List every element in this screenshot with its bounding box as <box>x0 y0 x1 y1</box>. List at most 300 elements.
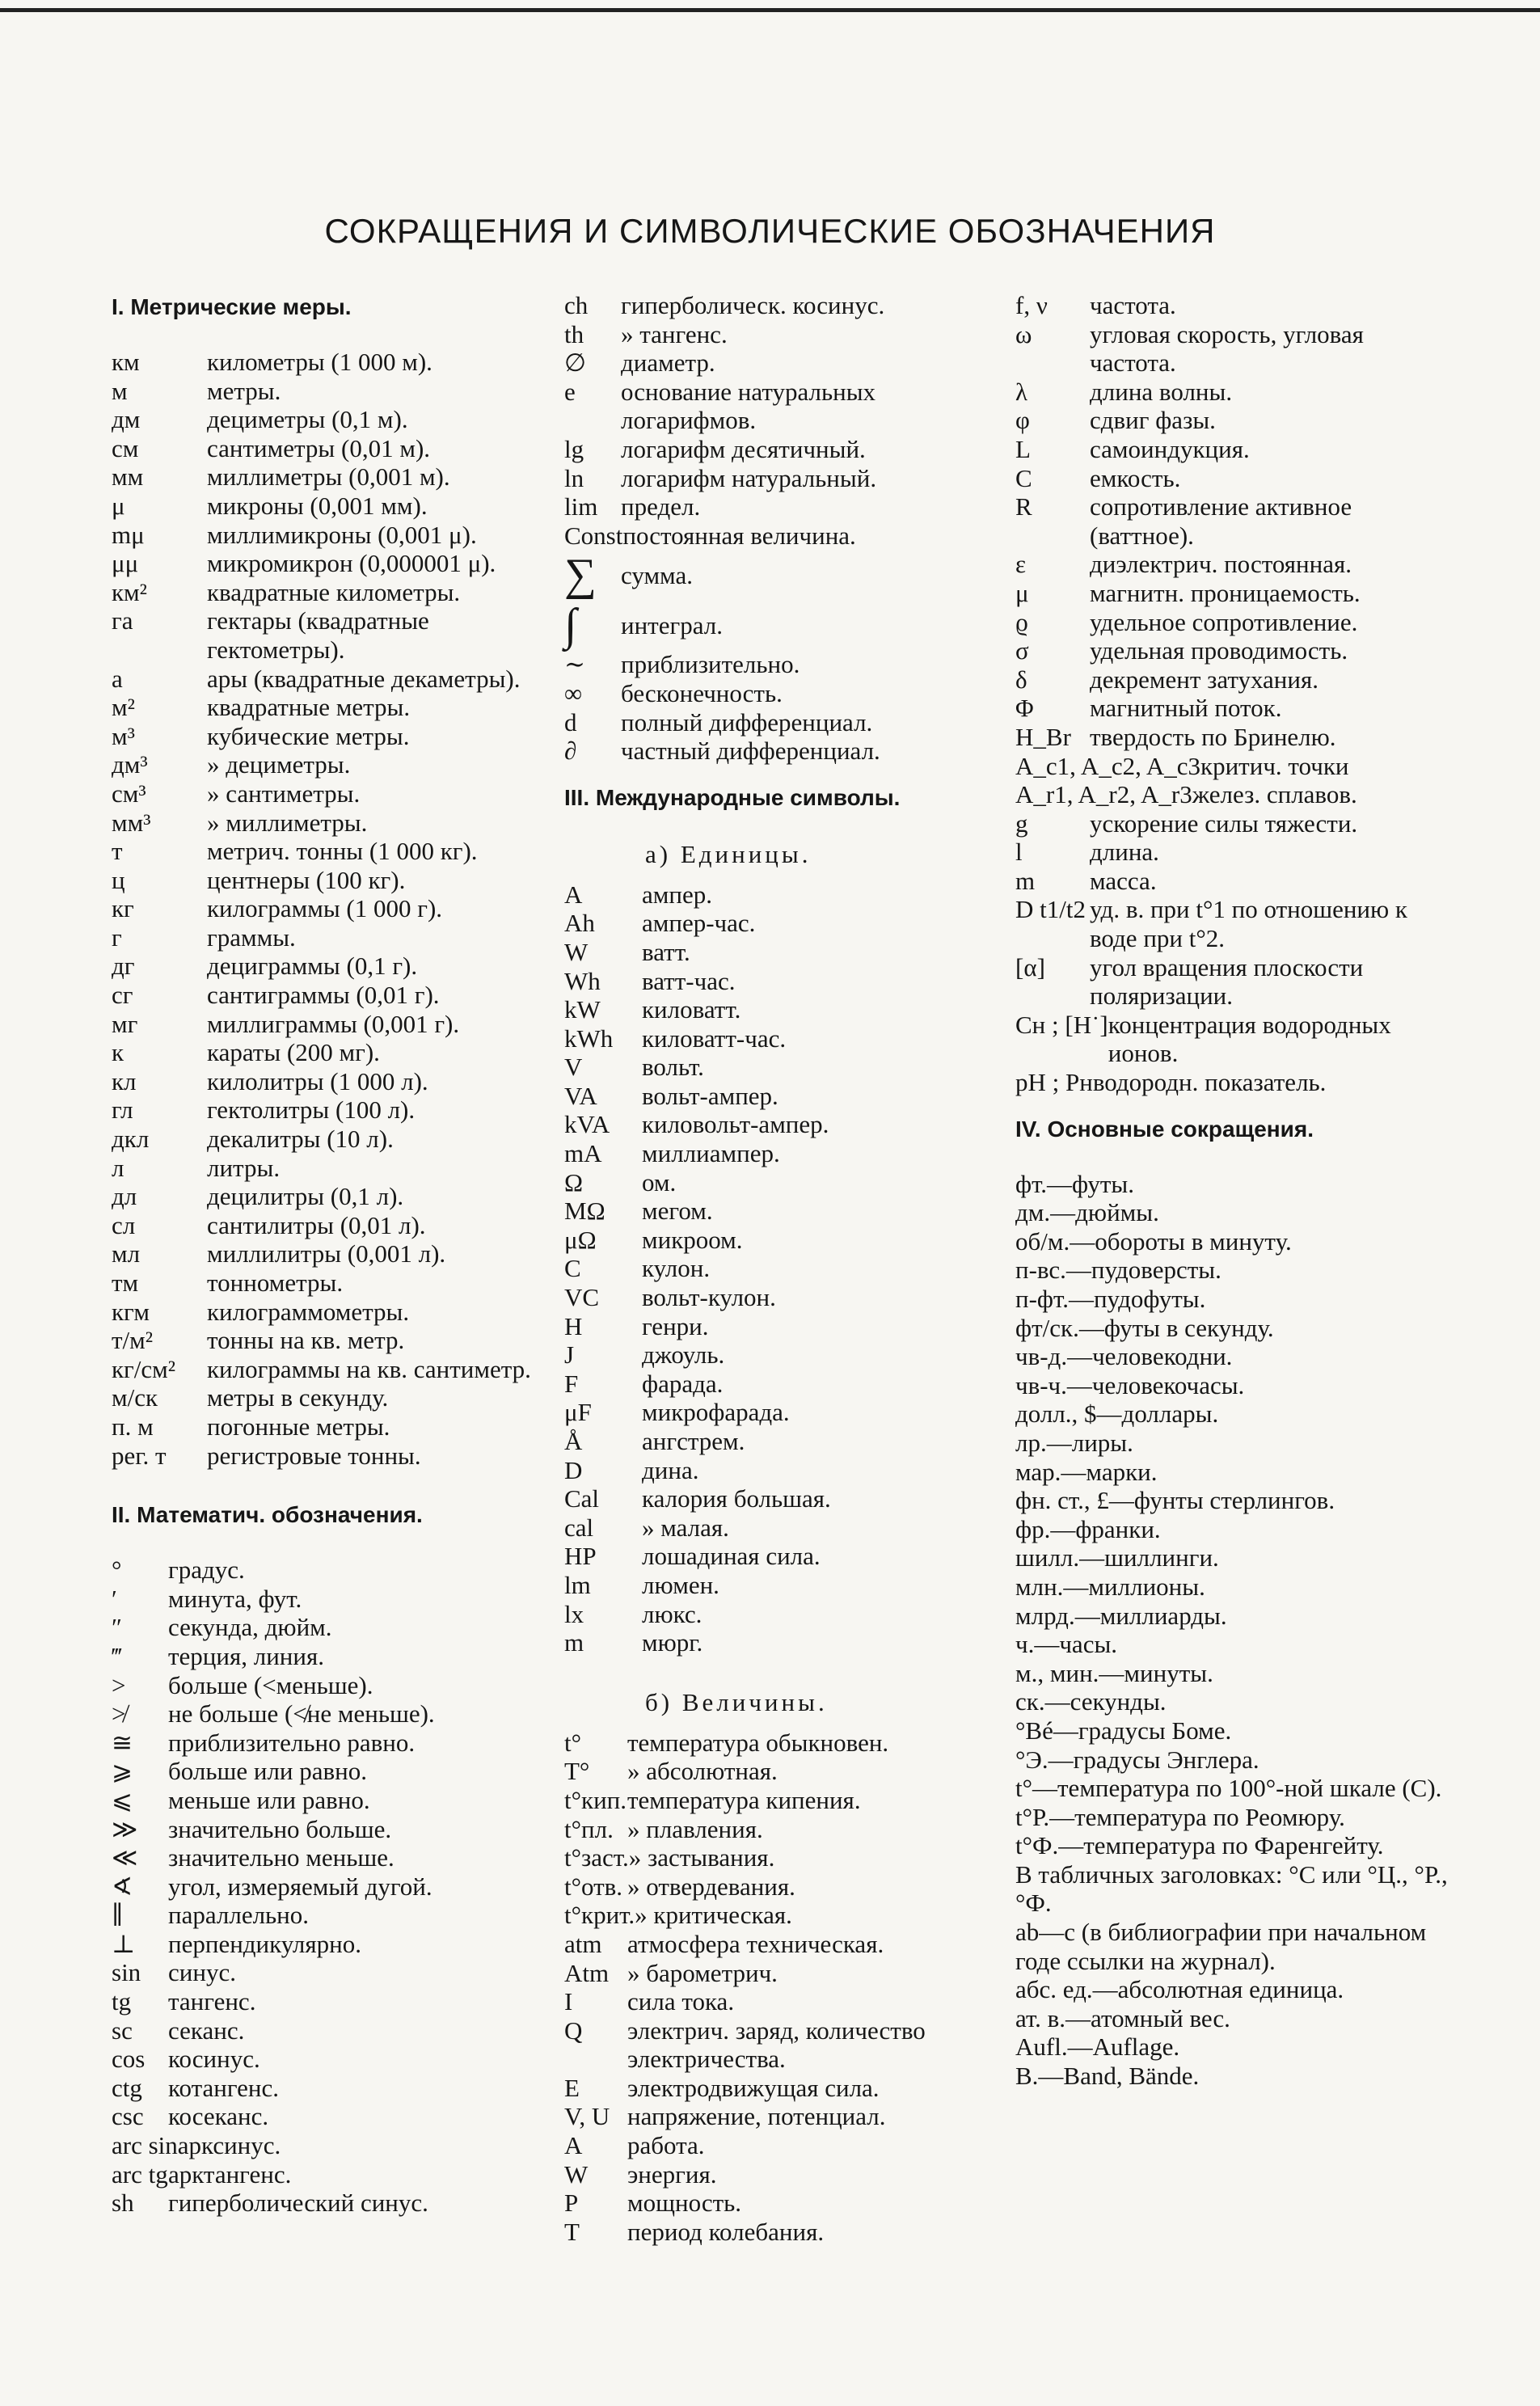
abbreviation-entry: B.—Band, Bände. <box>1015 2062 1200 2091</box>
entry-symbol: lm <box>564 1570 591 1599</box>
glossary-entry <box>112 1642 538 1671</box>
entry-meaning: » барометрич. <box>627 1958 778 1987</box>
entry-symbol: W <box>564 937 589 966</box>
glossary-entry <box>112 1412 538 1441</box>
entry-meaning: больше или равно. <box>168 1757 367 1786</box>
entry-meaning: арктангенс. <box>168 2159 292 2189</box>
entry-symbol: Q <box>564 2016 583 2045</box>
entry-symbol: sin <box>112 1958 141 1987</box>
entry-symbol: м/ск <box>112 1383 158 1412</box>
entry-meaning: предел. <box>621 492 701 521</box>
entry-meaning: люмен. <box>642 1570 719 1599</box>
entry-symbol: Cн ; [H˙] <box>1015 1010 1108 1039</box>
entry-symbol: ∼ <box>564 650 585 679</box>
entry-meaning: ангстрем. <box>642 1427 745 1455</box>
glossary-entry <box>564 708 991 737</box>
entry-symbol: E <box>564 2073 580 2102</box>
entry-symbol: м² <box>112 693 135 722</box>
glossary-entry <box>564 1254 991 1283</box>
glossary-entry <box>1015 665 1452 694</box>
glossary-entry <box>564 1053 991 1082</box>
abbreviation-entry: °Э.—градусы Энглера. <box>1015 1745 1259 1774</box>
entry-symbol: mA <box>564 1139 602 1168</box>
entry-symbol: kW <box>564 995 601 1024</box>
glossary-entry <box>112 1872 538 1902</box>
glossary-entry <box>564 938 991 967</box>
glossary-entry <box>112 1958 538 1987</box>
entry-meaning: ары (квадратные декаметры). <box>207 664 521 693</box>
entry-meaning: логарифм натуральный. <box>621 463 877 492</box>
glossary-entry <box>564 1600 991 1629</box>
entry-symbol: ∑ <box>564 550 597 601</box>
entry-symbol: arc tg <box>112 2159 168 2189</box>
entry-symbol: ln <box>564 463 584 492</box>
entry-meaning: литры. <box>207 1153 281 1182</box>
entry-symbol: W <box>564 2159 589 2189</box>
entry-symbol: R <box>1015 492 1032 521</box>
entry-meaning: логарифм десятичный. <box>621 434 866 463</box>
entry-meaning: киловатт-час. <box>642 1024 787 1053</box>
glossary-entry <box>564 1110 991 1139</box>
entry-meaning: гиперболический синус. <box>168 2189 428 2218</box>
quantities-list <box>564 1729 991 2247</box>
glossary-entry <box>1015 320 1452 378</box>
entry-symbol: сл <box>112 1210 136 1239</box>
subheading-units: а) Единицы. <box>645 839 812 868</box>
entry-meaning: микромикрон (0,000001 μ). <box>207 549 496 578</box>
heading-intl: III. Международные символы. <box>564 784 901 810</box>
entry-symbol: ∞ <box>564 678 583 707</box>
abbreviation-entry: фт.—футы. <box>1015 1169 1134 1198</box>
entry-meaning: миллиметры (0,001 м). <box>207 462 450 492</box>
glossary-entry <box>564 995 991 1024</box>
entry-symbol: e <box>564 377 576 406</box>
glossary-entry <box>112 750 538 779</box>
entry-symbol: м <box>112 376 128 405</box>
entry-meaning: центнеры (100 кг). <box>207 865 406 894</box>
glossary-entry <box>564 1226 991 1255</box>
entry-symbol: дг <box>112 952 135 981</box>
entry-meaning: метры. <box>207 376 281 405</box>
glossary-entry <box>1015 378 1452 407</box>
glossary-entry <box>112 434 538 463</box>
glossary-entry <box>564 2218 991 2247</box>
entry-meaning: угол вращения плоскости поляризации. <box>1090 952 1364 1011</box>
abbreviation-entry: шилл.—шиллинги. <box>1015 1543 1219 1572</box>
abbreviation-entry: п-фт.—пудофуты. <box>1015 1285 1206 1313</box>
glossary-entry <box>564 1571 991 1600</box>
glossary-entry <box>112 808 538 838</box>
glossary-entry <box>112 1298 538 1327</box>
entry-meaning: уд. в. при t°1 по отношению к воде при t°2. <box>1090 895 1407 953</box>
abbreviation-entry: ат. в.—атомный вес. <box>1015 2003 1230 2032</box>
entry-meaning: приблизительно равно. <box>168 1728 416 1757</box>
entry-meaning: фарада. <box>642 1369 724 1398</box>
entry-symbol: [α] <box>1015 952 1045 981</box>
glossary-entry <box>112 1585 538 1614</box>
entry-meaning: гектары (квадратные гектометры). <box>207 606 429 664</box>
entry-symbol: ε <box>1015 550 1027 579</box>
abbr-list <box>1015 1170 1452 2091</box>
entry-symbol: а <box>112 664 123 693</box>
glossary-entry <box>112 1671 538 1700</box>
page-title: СОКРАЩЕНИЯ И СИМВОЛИЧЕСКИЕ ОБОЗНАЧЕНИЯ <box>324 212 1216 250</box>
column-1 <box>112 291 538 2218</box>
entry-meaning: минута, фут. <box>168 1584 302 1613</box>
entry-meaning: караты (200 мг). <box>207 1038 380 1067</box>
entry-meaning: перпендикулярно. <box>168 1929 361 1958</box>
entry-symbol: t°заст. <box>564 1843 629 1872</box>
entry-meaning: косинус. <box>168 2045 260 2074</box>
glossary-entry <box>112 1786 538 1815</box>
entry-symbol: J <box>564 1340 575 1370</box>
abbreviation-entry: фн. ст., £—фунты стерлингов. <box>1015 1486 1335 1515</box>
glossary-entry <box>564 1729 991 1758</box>
entry-symbol: м³ <box>112 721 135 750</box>
entry-symbol: ц <box>112 865 125 894</box>
glossary-entry <box>564 1542 991 1571</box>
abbreviation-entry: t°Р.—температура по Реомюру. <box>1015 1802 1345 1831</box>
entry-symbol: мм <box>112 462 144 492</box>
glossary-entry <box>564 1786 991 1815</box>
glossary-entry <box>112 1182 538 1211</box>
entry-meaning: синус. <box>168 1958 236 1987</box>
glossary-entry <box>564 1082 991 1111</box>
glossary-entry <box>564 1168 991 1197</box>
column-2 <box>564 291 991 2246</box>
entry-meaning: лошадиная сила. <box>642 1542 821 1571</box>
entry-symbol: п. м <box>112 1412 154 1441</box>
glossary-entry <box>112 1154 538 1183</box>
entry-meaning: температура кипения. <box>627 1785 861 1814</box>
glossary-entry <box>564 1930 991 1959</box>
glossary-entry <box>564 1398 991 1427</box>
entry-symbol: L <box>1015 434 1031 463</box>
entry-meaning: кубические метры. <box>207 721 410 750</box>
glossary-entry <box>564 1456 991 1485</box>
entry-meaning: вольт-кулон. <box>642 1283 776 1312</box>
entry-meaning: удельное сопротивление. <box>1090 607 1358 636</box>
heading-abbr: IV. Основные сокращения. <box>1015 1116 1314 1142</box>
abbreviation-entry: долл., $—доллары. <box>1015 1399 1219 1429</box>
entry-symbol: л <box>112 1153 124 1182</box>
glossary-entry <box>112 521 538 550</box>
entry-meaning: » критическая. <box>635 1901 792 1930</box>
entry-meaning: секанс. <box>168 2016 245 2045</box>
glossary-entry <box>1015 1068 1452 1097</box>
entry-meaning: » миллиметры. <box>207 808 368 837</box>
entry-meaning: миллимикроны (0,001 μ). <box>207 520 477 549</box>
entry-symbol: км <box>112 348 140 376</box>
entry-symbol: m <box>1015 866 1036 895</box>
entry-symbol: дл <box>112 1182 137 1211</box>
glossary-entry <box>1015 579 1452 608</box>
entry-meaning: гиперболическ. косинус. <box>621 291 885 319</box>
entry-meaning: миллиграммы (0,001 г). <box>207 1009 460 1038</box>
entry-symbol: lx <box>564 1599 584 1628</box>
entry-symbol: сг <box>112 981 133 1010</box>
entry-symbol: HP <box>564 1542 597 1571</box>
abbreviation-entry: млрд.—миллиарды. <box>1015 1601 1227 1630</box>
glossary-entry <box>564 650 991 679</box>
entry-symbol: гл <box>112 1095 133 1125</box>
entry-symbol: к <box>112 1038 124 1067</box>
entry-symbol: μ <box>1015 578 1029 607</box>
glossary-entry <box>1015 464 1452 493</box>
abbreviation-entry: °Вé—градусы Боме. <box>1015 1716 1232 1745</box>
entry-meaning: » отвердевания. <box>627 1872 795 1901</box>
glossary-entry <box>564 679 991 708</box>
entry-symbol: ⩾ <box>112 1757 133 1786</box>
entry-meaning: температура обыкновен. <box>627 1728 889 1757</box>
glossary-entry <box>564 2131 991 2160</box>
glossary-entry <box>112 1125 538 1154</box>
glossary-entry <box>564 1843 991 1872</box>
metric-list <box>112 348 538 1470</box>
glossary-entry <box>1015 895 1452 952</box>
entry-meaning: » сантиметры. <box>207 779 361 808</box>
entry-symbol: мл <box>112 1239 141 1268</box>
glossary-entry <box>564 1959 991 1988</box>
glossary-entry <box>1015 492 1452 550</box>
glossary-entry <box>564 880 991 910</box>
units-list <box>564 880 991 1657</box>
entry-meaning: ампер. <box>642 880 712 909</box>
entry-symbol: csc <box>112 2102 144 2131</box>
entry-meaning: меньше или равно. <box>168 1785 370 1814</box>
entry-meaning: мегом. <box>642 1197 713 1226</box>
entry-meaning: напряжение, потенциал. <box>627 2102 886 2131</box>
glossary-entry <box>112 1010 538 1039</box>
entry-symbol: t° <box>564 1728 582 1757</box>
abbreviation-entry: чв-ч.—человекочасы. <box>1015 1370 1245 1399</box>
entry-meaning: » тангенс. <box>621 319 728 348</box>
entry-symbol: cos <box>112 2045 146 2074</box>
entry-meaning: электрич. заряд, количество электричества. <box>627 2016 926 2074</box>
entry-meaning: магнитный поток. <box>1090 694 1282 723</box>
entry-symbol: t°пл. <box>564 1814 614 1843</box>
glossary-entry <box>564 1513 991 1543</box>
entry-symbol: A_c1, A_c2, A_c3 <box>1015 751 1201 780</box>
entry-meaning: погонные метры. <box>207 1412 390 1441</box>
entry-symbol: Atm <box>564 1958 610 1987</box>
glossary-entry <box>564 320 991 349</box>
entry-symbol: V, U <box>564 2102 610 2131</box>
glossary-entry <box>564 967 991 996</box>
entry-meaning: арксинус. <box>177 2131 281 2160</box>
entry-meaning: приблизительно. <box>621 650 800 679</box>
glossary-entry <box>1015 1011 1452 1068</box>
glossary-entry <box>564 1628 991 1657</box>
glossary-entry <box>564 1370 991 1399</box>
entry-meaning: миллилитры (0,001 л). <box>207 1239 446 1268</box>
entry-meaning: диаметр. <box>621 348 715 378</box>
glossary-entry <box>1015 636 1452 665</box>
glossary-entry <box>564 1872 991 1902</box>
entry-meaning: сила тока. <box>627 1987 735 2016</box>
entry-symbol: кг <box>112 894 134 923</box>
entry-meaning: электродвижущая сила. <box>627 2073 880 2102</box>
entry-meaning: декремент затухания. <box>1090 665 1318 694</box>
entry-symbol: P <box>564 2189 579 2218</box>
glossary-entry <box>112 1757 538 1786</box>
entry-symbol: кг/см² <box>112 1354 176 1383</box>
entry-meaning: желез. сплавов. <box>1192 780 1357 809</box>
glossary-entry <box>564 1757 991 1786</box>
entry-meaning: не больше (≮не меньше). <box>168 1699 435 1729</box>
entry-meaning: емкость. <box>1090 463 1181 492</box>
entry-meaning: работа. <box>627 2131 705 2160</box>
entry-meaning: критич. точки <box>1200 751 1349 780</box>
entry-meaning: секунда, дюйм. <box>168 1613 332 1642</box>
entry-symbol: mμ <box>112 520 145 549</box>
glossary-entry <box>112 981 538 1010</box>
entry-symbol: H_Br <box>1015 722 1071 751</box>
entry-meaning: вольт-ампер. <box>642 1081 778 1110</box>
entry-symbol: т <box>112 837 123 866</box>
entry-meaning: километры (1 000 м). <box>207 348 432 376</box>
entry-meaning: диэлектрич. постоянная. <box>1090 550 1352 579</box>
glossary-entry <box>112 2131 538 2160</box>
entry-symbol: ω <box>1015 319 1032 348</box>
entry-meaning: полный дифференциал. <box>621 707 873 737</box>
entry-symbol: σ <box>1015 636 1029 665</box>
entry-symbol: lim <box>564 492 598 521</box>
glossary-entry <box>112 1268 538 1298</box>
entry-meaning: дециграммы (0,1 г). <box>207 952 418 981</box>
entry-symbol: ≫ <box>112 1814 138 1843</box>
entry-meaning: масса. <box>1090 866 1157 895</box>
math-list <box>112 1555 538 2218</box>
entry-meaning: основание натуральных логарифмов. <box>621 377 876 435</box>
entry-symbol: t°отв. <box>564 1872 623 1901</box>
entry-meaning: килограммы (1 000 г). <box>207 894 443 923</box>
quantities-list-continued <box>1015 291 1452 1097</box>
entry-meaning: частота. <box>1090 291 1176 319</box>
glossary-entry <box>112 665 538 694</box>
entry-symbol: Å <box>564 1427 583 1455</box>
top-rule <box>0 8 1540 12</box>
entry-symbol: ≅ <box>112 1728 133 1757</box>
entry-symbol: V <box>564 1053 583 1082</box>
entry-meaning: микрофарада. <box>642 1398 790 1427</box>
abbreviation-entry: фт/ск.—футы в секунду. <box>1015 1313 1274 1342</box>
glossary-entry <box>564 1139 991 1168</box>
glossary-entry <box>112 2102 538 2131</box>
entry-meaning: атмосфера техническая. <box>627 1929 884 1958</box>
entry-meaning: сантилитры (0,01 л). <box>207 1210 426 1239</box>
entry-symbol: Ω <box>564 1167 584 1197</box>
entry-meaning: твердость по Бринелю. <box>1090 722 1336 751</box>
entry-meaning: мощность. <box>627 2189 742 2218</box>
entry-meaning: сантиграммы (0,01 г). <box>207 981 440 1010</box>
entry-symbol: тм <box>112 1268 139 1297</box>
entry-symbol: Const <box>564 521 623 550</box>
entry-symbol: g <box>1015 808 1028 838</box>
entry-meaning: метры в секунду. <box>207 1383 389 1412</box>
glossary-entry <box>112 377 538 406</box>
entry-symbol: D <box>564 1455 583 1484</box>
glossary-entry <box>112 1441 538 1471</box>
glossary-entry <box>1015 406 1452 435</box>
subheading-quantities: б) Величины. <box>645 1687 828 1716</box>
glossary-entry <box>112 606 538 664</box>
glossary-entry <box>564 435 991 464</box>
glossary-entry <box>112 2160 538 2189</box>
glossary-entry <box>564 378 991 435</box>
glossary-entry <box>564 2074 991 2103</box>
entry-symbol: ∥ <box>112 1901 124 1930</box>
entry-meaning: постоянная величина. <box>622 521 856 550</box>
entry-meaning: джоуль. <box>642 1340 725 1370</box>
entry-symbol: I <box>564 1987 573 2016</box>
entry-symbol: t°кип. <box>564 1785 627 1814</box>
entry-symbol: H <box>564 1311 583 1340</box>
glossary-entry <box>112 1729 538 1758</box>
entry-symbol: kWh <box>564 1024 614 1053</box>
entry-meaning: косеканс. <box>168 2102 269 2131</box>
entry-symbol: ϱ <box>1015 607 1028 636</box>
glossary-entry <box>564 492 991 521</box>
glossary-entry <box>564 1484 991 1513</box>
entry-symbol: kVA <box>564 1110 610 1139</box>
entry-symbol: ∂ <box>564 737 577 766</box>
entry-symbol: г <box>112 922 122 952</box>
entry-meaning: квадратные километры. <box>207 577 461 606</box>
glossary-entry <box>564 2189 991 2218</box>
entry-symbol: ⩽ <box>112 1785 133 1814</box>
abbreviation-entry: чв-д.—человекодни. <box>1015 1342 1233 1371</box>
entry-symbol: км² <box>112 577 147 606</box>
glossary-entry <box>564 1987 991 2016</box>
entry-symbol: см <box>112 433 139 462</box>
glossary-entry <box>112 2189 538 2218</box>
glossary-entry <box>112 1383 538 1412</box>
entry-meaning: тонны на кв. метр. <box>207 1326 405 1355</box>
glossary-entry <box>1015 608 1452 637</box>
entry-symbol: F <box>564 1369 579 1398</box>
glossary-entry <box>112 1613 538 1642</box>
glossary-entry <box>112 722 538 751</box>
entry-symbol: т/м² <box>112 1326 154 1355</box>
entry-symbol: > <box>112 1670 126 1699</box>
entry-meaning: калория большая. <box>642 1484 831 1513</box>
heading-metric: I. Метрические меры. <box>112 294 352 319</box>
glossary-entry <box>564 600 991 650</box>
entry-meaning: удельная проводимость. <box>1090 636 1348 665</box>
entry-symbol: ∫ <box>564 600 577 651</box>
entry-meaning: микроны (0,001 мм). <box>207 491 428 520</box>
entry-meaning: параллельно. <box>168 1901 310 1930</box>
heading-math: II. Математич. обозначения. <box>112 1502 423 1528</box>
entry-meaning: ватт. <box>642 937 690 966</box>
glossary-entry <box>564 521 991 551</box>
entry-meaning: киловатт. <box>642 995 741 1024</box>
glossary-entry <box>564 1340 991 1370</box>
abbreviation-entry: ab—c (в библиографии при начальном годе ссылки на журнал). <box>1015 1918 1427 1975</box>
glossary-entry <box>112 1930 538 1959</box>
glossary-entry <box>1015 291 1452 320</box>
entry-symbol: дм <box>112 405 141 434</box>
glossary-entry <box>1015 723 1452 752</box>
entry-meaning: длина волны. <box>1090 377 1233 406</box>
entry-meaning: генри. <box>642 1311 709 1340</box>
entry-meaning: дециметры (0,1 м). <box>207 405 408 434</box>
entry-meaning: миллиампер. <box>642 1139 780 1168</box>
entry-symbol: A <box>564 2131 583 2160</box>
entry-symbol: tg <box>112 1987 132 2016</box>
entry-meaning: килограммометры. <box>207 1297 410 1326</box>
